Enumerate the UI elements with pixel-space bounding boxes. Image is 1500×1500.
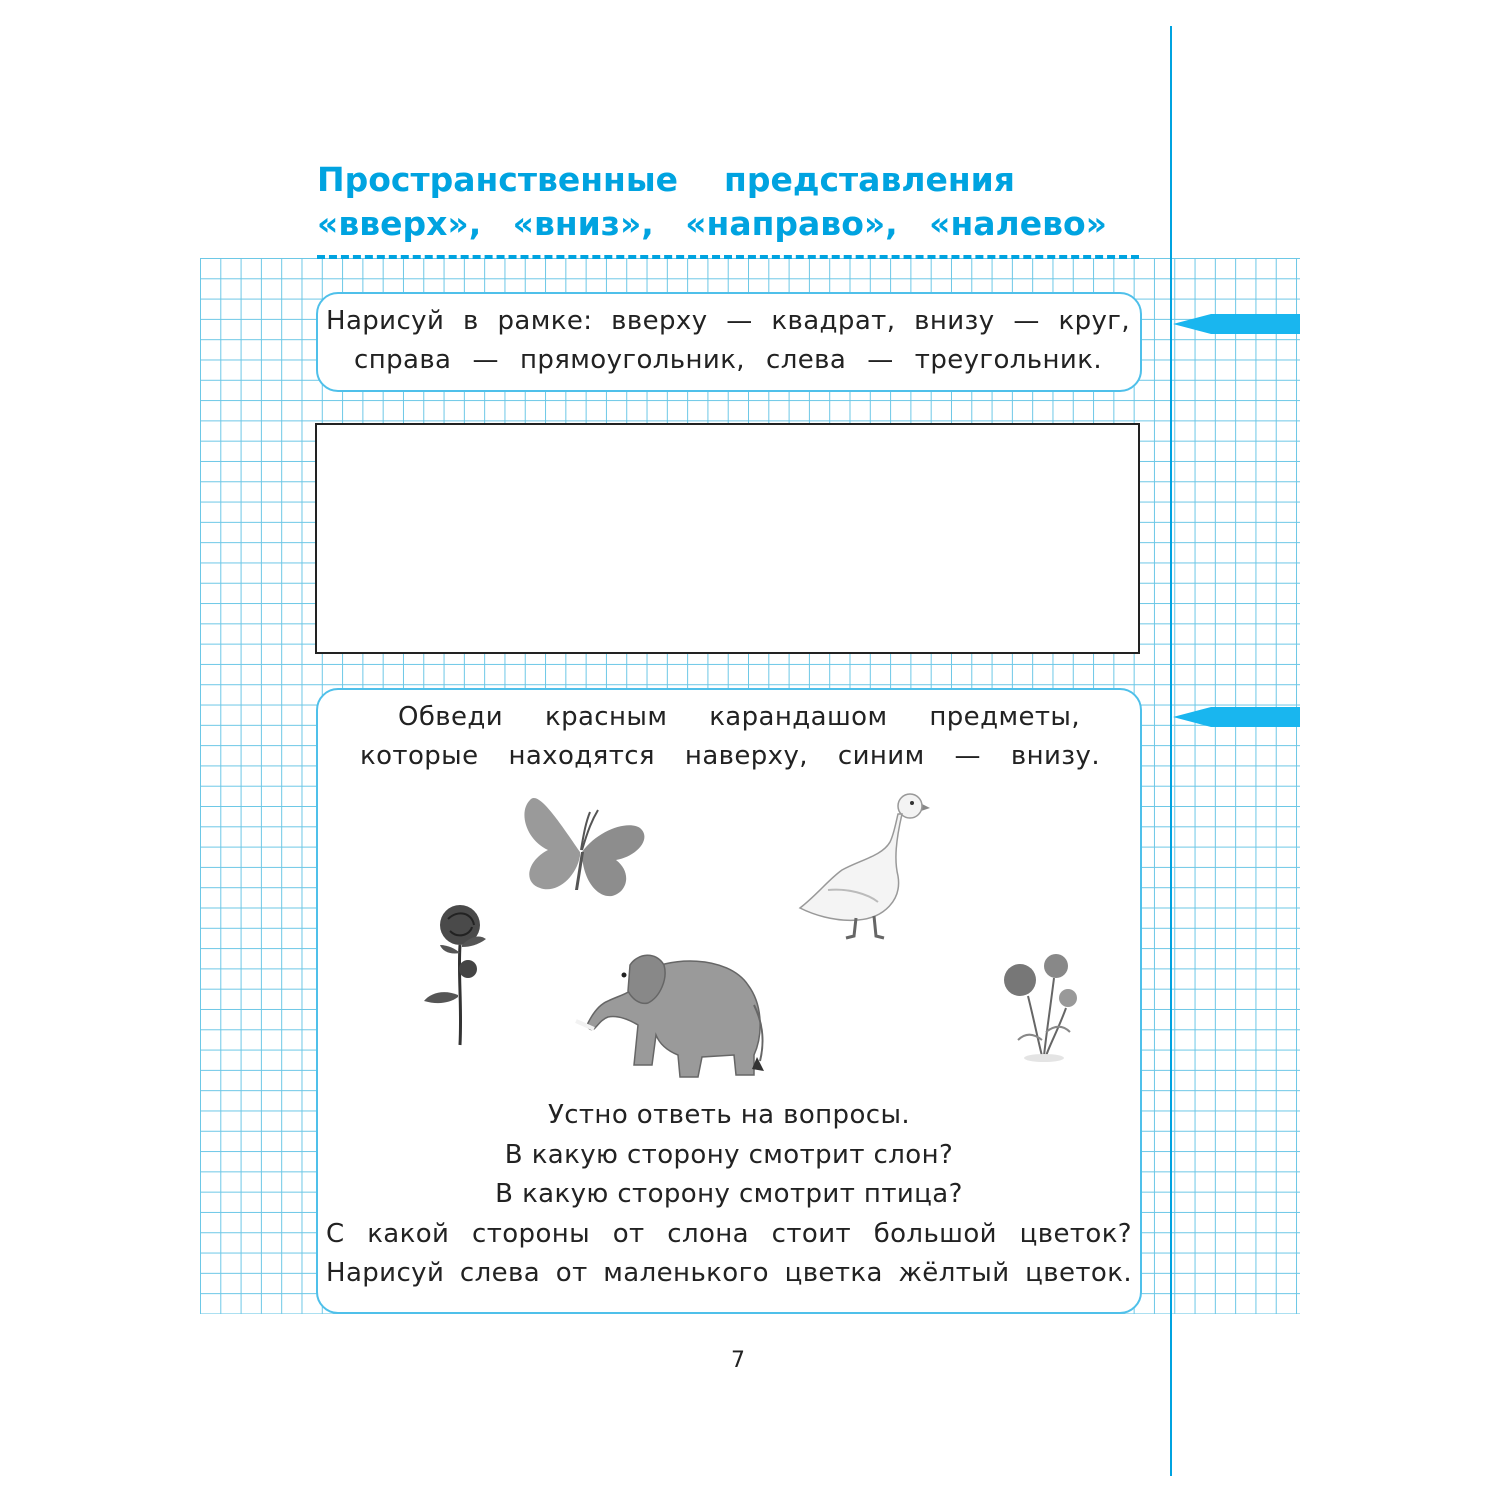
question-line: С какой стороны от слона стоит большой цветок? bbox=[326, 1218, 1132, 1249]
task-2-card bbox=[316, 688, 1142, 1314]
title-word: «налево» bbox=[929, 204, 1107, 243]
title-line-1 bbox=[317, 158, 1107, 202]
rose-picture[interactable] bbox=[424, 905, 486, 1045]
elephant-picture[interactable] bbox=[576, 955, 764, 1077]
task-2-line-1: Обведи красным карандашом предметы, bbox=[398, 702, 1080, 732]
page-margin-line bbox=[1170, 26, 1172, 1476]
task-1-instruction bbox=[316, 292, 1142, 392]
task-2-line-2: которые находятся наверху, синим — внизу. bbox=[360, 741, 1100, 771]
question-line: В какую сторону смотрит слон? bbox=[504, 1139, 954, 1170]
title-word: представления bbox=[724, 160, 1015, 199]
page-number: 7 bbox=[731, 1348, 745, 1373]
task-1-line-2: справа — прямоугольник, слева — треугольник. bbox=[354, 345, 1102, 375]
title-line-2 bbox=[317, 202, 1107, 246]
drawing-frame[interactable] bbox=[315, 423, 1140, 654]
question-line: Нарисуй слева от маленького цветка жёлтый цветок. bbox=[326, 1258, 1132, 1288]
title-dashed-underline bbox=[317, 255, 1139, 259]
goose-picture[interactable] bbox=[800, 794, 930, 938]
question-line: Устно ответь на вопросы. bbox=[547, 1100, 911, 1130]
page-title bbox=[317, 158, 1107, 246]
butterfly-picture[interactable] bbox=[524, 798, 644, 896]
questions-block bbox=[326, 1096, 1132, 1294]
cornflower-picture[interactable] bbox=[1004, 954, 1077, 1062]
task-1-line-1: Нарисуй в рамке: вверху — квадрат, внизу — круг, bbox=[326, 306, 1130, 336]
title-word: Пространственные bbox=[317, 160, 679, 199]
title-word: «вверх», bbox=[317, 204, 482, 243]
title-word: «вниз», bbox=[512, 204, 654, 243]
title-word: «направо», bbox=[685, 204, 898, 243]
pencil-tab-marker bbox=[1173, 707, 1300, 727]
pictures-area bbox=[318, 690, 1140, 1090]
question-line: В какую сторону смотрит птица? bbox=[495, 1179, 963, 1209]
pencil-tab-marker bbox=[1173, 314, 1300, 334]
